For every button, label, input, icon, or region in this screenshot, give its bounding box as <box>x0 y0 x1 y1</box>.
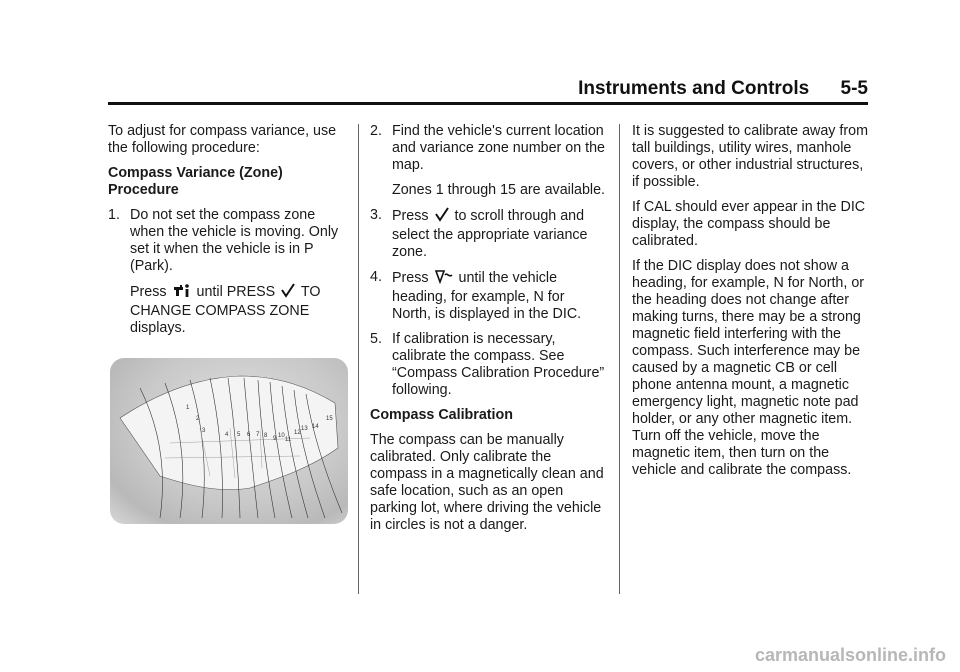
press-text: TO CHANGE COMPASS ZONE displays. <box>130 284 321 336</box>
zone-label: 8 <box>264 433 268 439</box>
zone-label: 14 <box>312 424 319 430</box>
step-1 <box>108 207 348 275</box>
section-heading: Compass Variance (Zone) Procedure <box>108 165 283 198</box>
body-text: If CAL should ever appear in the DIC display, the compass should be calibrated. <box>632 199 866 249</box>
zone-label: 13 <box>301 426 308 432</box>
zone-label: 7 <box>256 432 260 438</box>
step-number: 5. <box>370 331 382 347</box>
body-text: It is suggested to calibrate away from tall buildings, utility wires, manhole covers, or other industrial structures, if possible. <box>632 123 869 190</box>
section-heading: Compass Calibration <box>370 407 513 423</box>
zone-label: 6 <box>247 432 251 438</box>
zone-label: 4 <box>225 432 229 438</box>
header-rule <box>108 102 868 105</box>
step-5 <box>370 331 606 399</box>
step-text <box>392 207 606 261</box>
column-2 <box>370 123 606 542</box>
step-text <box>392 269 606 323</box>
press-text: Press <box>392 270 429 286</box>
zone-label: 12 <box>294 430 301 436</box>
intro-text: To adjust for compass variance, use the following procedure: <box>108 123 337 156</box>
zone-label: 15 <box>326 416 333 422</box>
watermark: carmanualsonline.info <box>754 645 946 665</box>
press-instruction <box>108 283 348 337</box>
column-3 <box>632 123 870 487</box>
zones-note: Zones 1 through 15 are available. <box>392 182 606 198</box>
step-number: 1. <box>108 207 120 223</box>
zone-label: 9 <box>273 436 277 442</box>
column-1 <box>108 123 348 345</box>
checkmark-icon <box>281 283 295 303</box>
zone-label: 1 <box>186 405 190 411</box>
step-4 <box>370 269 606 323</box>
compass-variance-zone-map <box>110 358 348 524</box>
zone-label: 2 <box>196 416 200 422</box>
zone-label: 5 <box>237 432 241 438</box>
press-text: Press <box>392 208 429 224</box>
step-text: If calibration is necessary, calibrate the compass. See “Compass Calibration Procedure” following. <box>392 331 605 398</box>
press-text: until the vehicle heading, for example, N for North, is displayed in the DIC. <box>392 270 582 322</box>
vehicle-info-icon <box>173 283 191 303</box>
column-divider <box>619 124 620 594</box>
body-text: The compass can be manually calibrated. Only calibrate the compass in a magnetically clean and safe location, such as an open parking lot, where driving the vehicle in circles is not a danger. <box>370 432 604 533</box>
press-text: Press <box>130 284 167 300</box>
zone-label: 10 <box>278 433 285 439</box>
page-number: 5-5 <box>840 78 868 99</box>
trip-fuel-icon <box>435 269 453 289</box>
step-number: 2. <box>370 123 382 139</box>
body-text: If the DIC display does not show a heading, for example, N for North, or the heading does not change after making turns, there may be a strong magnetic field interfering with the compass. Such interference may be caused by a magnetic CB or cell phone antenna mount, a magnetic emergency light, magnetic note pad holder, or any other magnetic item. Turn off the vehicle, move the magnetic item, then turn on the vehicle and calibrate the compass. <box>632 258 865 478</box>
step-number: 3. <box>370 207 382 223</box>
checkmark-icon <box>435 207 449 227</box>
step-text: Do not set the compass zone when the vehicle is moving. Only set it when the vehicle is in P (Park). <box>130 207 339 274</box>
press-text: to scroll through and select the appropriate variance zone. <box>392 208 588 260</box>
zone-label: 11 <box>285 437 292 443</box>
page-header <box>578 78 868 100</box>
column-divider <box>358 124 359 594</box>
step-2 <box>370 123 606 174</box>
step-3 <box>370 207 606 261</box>
step-number: 4. <box>370 269 382 285</box>
press-text: until PRESS <box>196 284 276 300</box>
zone-label: 3 <box>202 428 206 434</box>
section-title: Instruments and Controls <box>578 78 810 99</box>
step-text: Find the vehicle's current location and variance zone number on the map. <box>392 123 606 173</box>
